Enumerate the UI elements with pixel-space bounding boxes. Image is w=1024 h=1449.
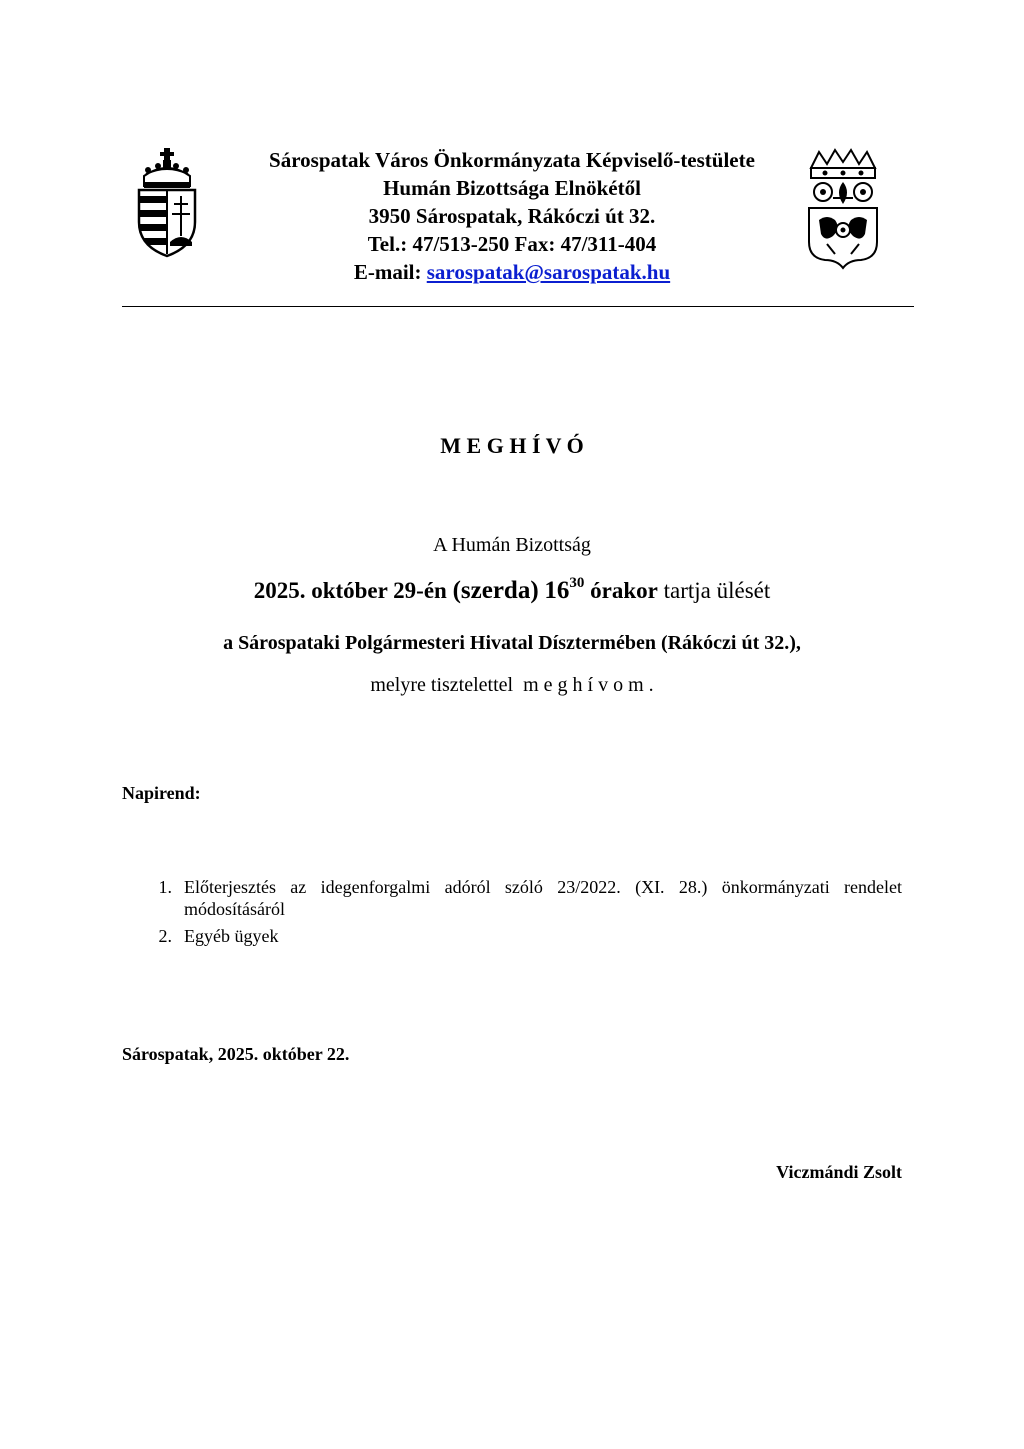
header-address: 3950 Sárospatak, Rákóczi út 32. xyxy=(368,204,656,228)
committee-line: A Humán Bizottság xyxy=(433,534,591,556)
header-divider xyxy=(122,306,914,307)
meeting-location: a Sárospataki Polgármesteri Hivatal Dísztermében (Rákóczi út 32.), xyxy=(223,632,801,654)
meeting-minute: 30 xyxy=(569,575,585,591)
agenda-item-text: Egyéb ügyek xyxy=(184,926,279,946)
agenda-heading: Napirend: xyxy=(122,783,201,803)
meeting-time-suffix: órakor xyxy=(590,578,658,603)
header-line-2: Humán Bizottsága Elnökétől xyxy=(383,176,641,200)
meeting-holds: tartja ülését xyxy=(663,578,771,603)
agenda-item xyxy=(150,876,902,920)
email-link[interactable]: sarospatak@sarospatak.hu xyxy=(426,260,671,284)
meeting-weekday: (szerda) xyxy=(452,577,539,604)
agenda-item-number: 1. xyxy=(158,877,172,897)
signatory-name: Viczmándi Zsolt xyxy=(776,1162,902,1182)
meeting-datetime-line xyxy=(0,574,1024,608)
agenda-item-text: Előterjesztés az idegenforgalmi adóról szóló 23/2022. (XI. 28.) önkormányzati rendelet módosításáról xyxy=(184,877,902,919)
place-date: Sárospatak, 2025. október 22. xyxy=(122,1044,350,1064)
meeting-date: 2025. október 29-én xyxy=(253,578,447,603)
agenda-item-number: 2. xyxy=(158,926,172,946)
header-phone-fax: Tel.: 47/513-250 Fax: 47/311-404 xyxy=(367,232,657,256)
header-email-line xyxy=(0,258,1024,286)
closing-line: melyre tisztelettel m e g h í v o m . xyxy=(370,674,654,696)
agenda-item xyxy=(150,925,902,947)
email-label: E-mail: xyxy=(353,260,427,284)
meeting-hour: 16 xyxy=(544,577,570,604)
header-line-1: Sárospatak Város Önkormányzata Képviselő-testülete xyxy=(269,148,755,172)
document-title: M E G H Í V Ó xyxy=(440,433,584,458)
